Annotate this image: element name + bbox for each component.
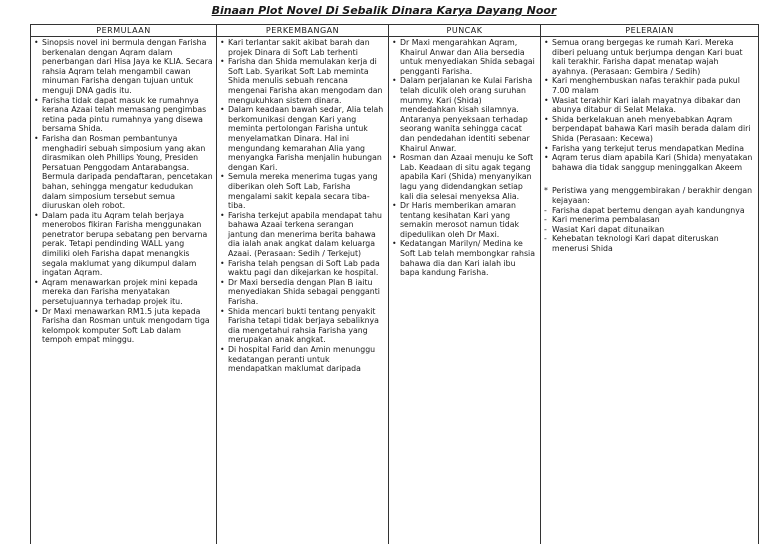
list-item: * Peristiwa yang menggembirakan / berakhir dengan kejayaan: — [544, 186, 755, 205]
list-item: • Farisha dan Shida memulakan kerja di Soft Lab. Syarikat Soft Lab meminta Shida menulis sebuah rencana mengenai Farisha akan mengodam dan mengukuhkan sistem dinara. — [220, 57, 385, 105]
list-item: • Aqram menawarkan projek mini kepada mereka dan Farisha menyatakan persetujuannya terhadap projek itu. — [34, 278, 213, 307]
header-peleraian: PELERAIAN — [541, 25, 759, 37]
list-item: • Dr Maxi bersedia dengan Plan B iaitu menyediakan Shida sebagai pengganti Farisha. — [220, 278, 385, 307]
list-perkembangan — [220, 38, 385, 374]
document-title: Binaan Plot Novel Di Sebalik Dinara Karya Dayang Noor — [211, 4, 557, 17]
cell-puncak — [389, 37, 541, 544]
list-item: • Dalam keadaan bawah sedar, Alia telah berkomunikasi dengan Kari yang meminta pertolongan Farisha untuk menyelamatkan Dinara. Hal ini mengundang kemarahan Alia yang menyangka Farisha menjalin hubungan dengan Kari. — [220, 105, 385, 172]
list-item: • Semula mereka menerima tugas yang diberikan oleh Soft Lab, Farisha mengalami sakit kepala secara tiba-tiba. — [220, 172, 385, 210]
list-item: • Dr Haris memberikan amaran tentang kesihatan Kari yang semakin merosot namun tidak dipedulikan oleh Dr Maxi. — [392, 201, 537, 239]
list-peleraian — [544, 38, 755, 253]
list-item: • Semua orang bergegas ke rumah Kari. Mereka diberi peluang untuk berjumpa dengan Kari buat kali terakhir. Farisha dapat menatap wajah ayahnya. (Perasaan: Gembira / Sedih) — [544, 38, 755, 76]
list-item: • Farisha terkejut apabila mendapat tahu bahawa Azaai terkena serangan jantung dan menerima berita bahawa dia ialah anak angkat dalam keluarga Azaai. (Perasaan: Sedih / Terkejut) — [220, 211, 385, 259]
list-item: - Wasiat Kari dapat ditunaikan — [544, 225, 755, 235]
list-item: • Farisha telah pengsan di Soft Lab pada waktu pagi dan dikejarkan ke hospital. — [220, 259, 385, 278]
plot-table — [30, 24, 759, 544]
list-item: • Rosman dan Azaai menuju ke Soft Lab. Keadaan di situ agak tegang apabila Kari (Shida) menyanyikan lagu yang didendangkan setiap kali dia selesai menyeksa Alia. — [392, 153, 537, 201]
list-item: • Farisha yang terkejut terus mendapatkan Medina — [544, 144, 755, 154]
list-puncak — [392, 38, 537, 278]
cell-perkembangan — [217, 37, 389, 544]
list-item: • Shida mencari bukti tentang penyakit Farisha tetapi tidak berjaya sebaliknya dia mengetahui rahsia Farisha yang merupakan anak angkat. — [220, 307, 385, 345]
list-item: • Dr Maxi mengarahkan Aqram, Khairul Anwar dan Alia bersedia untuk menyediakan Shida sebagai pengganti Farisha. — [392, 38, 537, 76]
list-item: • Sinopsis novel ini bermula dengan Farisha berkenalan dengan Aqram dalam penerbangan dari Hisa Jaya ke KLIA. Secara rahsia Aqram telah mengambil cawan minuman Farisha dengan tujuan untuk menguji DNA gadis itu. — [34, 38, 213, 96]
list-item: • Kari menghembuskan nafas terakhir pada pukul 7.00 malam — [544, 76, 755, 95]
list-item: • Kedatangan Marilyn/ Medina ke Soft Lab telah membongkar rahsia bahawa dia dan Kari ialah ibu bapa kandung Farisha. — [392, 239, 537, 277]
list-item: • Kari terlantar sakit akibat barah dan projek Dinara di Soft Lab terhenti — [220, 38, 385, 57]
list-item: - Kari menerima pembalasan — [544, 215, 755, 225]
header-puncak: PUNCAK — [389, 25, 541, 37]
list-item: • Dalam pada itu Aqram telah berjaya menerobos fikiran Farisha menggunakan penetrator berupa sebatang pen bervarna perak. Tetapi pendinding WALL yang dimiliki oleh Farisha dapat menangkis segala maklumat yang dikumpul dalam ingatan Aqram. — [34, 211, 213, 278]
list-item: • Dr Maxi menawarkan RM1.5 juta kepada Farisha dan Rosman untuk mengodam tiga kelompok komputer Soft Lab dalam tempoh empat minggu. — [34, 307, 213, 345]
list-item: • Farisha tidak dapat masuk ke rumahnya kerana Azaai telah memasang pengimbas retina pada pintu rumahnya yang disewa bersama Shida. — [34, 96, 213, 134]
list-item: • Di hospital Farid dan Amin menunggu kedatangan peranti untuk mendapatkan maklumat daripada — [220, 345, 385, 374]
cell-permulaan — [31, 37, 217, 544]
header-perkembangan: PERKEMBANGAN — [217, 25, 389, 37]
header-permulaan: PERMULAAN — [31, 25, 217, 37]
list-item: - Kehebatan teknologi Kari dapat diteruskan menerusi Shida — [544, 234, 755, 253]
list-item: • Shida berkelakuan aneh menyebabkan Aqram berpendapat bahawa Kari masih berada dalam diri Shida (Perasaan: Kecewa) — [544, 115, 755, 144]
header-row — [31, 25, 759, 37]
list-item: • Wasiat terakhir Kari ialah mayatnya dibakar dan abunya ditabur di Selat Melaka. — [544, 96, 755, 115]
list-item: • Farisha dan Rosman pembantunya menghadiri sebuah simposium yang akan dirasmikan oleh Phillips Young, Presiden Persatuan Penggodam Antarabangsa. Bermula daripada pendaftaran, pencetakan bahan, sehingga mengatur kedudukan dalam simposium tersebut semua diuruskan oleh robot. — [34, 134, 213, 211]
list-item: • Aqram terus diam apabila Kari (Shida) menyatakan bahawa dia tidak sanggup meninggalkan Akeem — [544, 153, 755, 172]
content-row — [31, 37, 759, 544]
list-item: - Farisha dapat bertemu dengan ayah kandungnya — [544, 206, 755, 216]
list-item: • Dalam perjalanan ke Kulai Farisha telah diculik oleh orang suruhan mummy. Kari (Shida) mendedahkan kisah silamnya. Antaranya penyeksaan terhadap seorang wanita sehingga cacat dan pendedahan identiti sebenar Khairul Anwar. — [392, 76, 537, 153]
list-permulaan — [34, 38, 213, 345]
cell-peleraian — [541, 37, 759, 544]
